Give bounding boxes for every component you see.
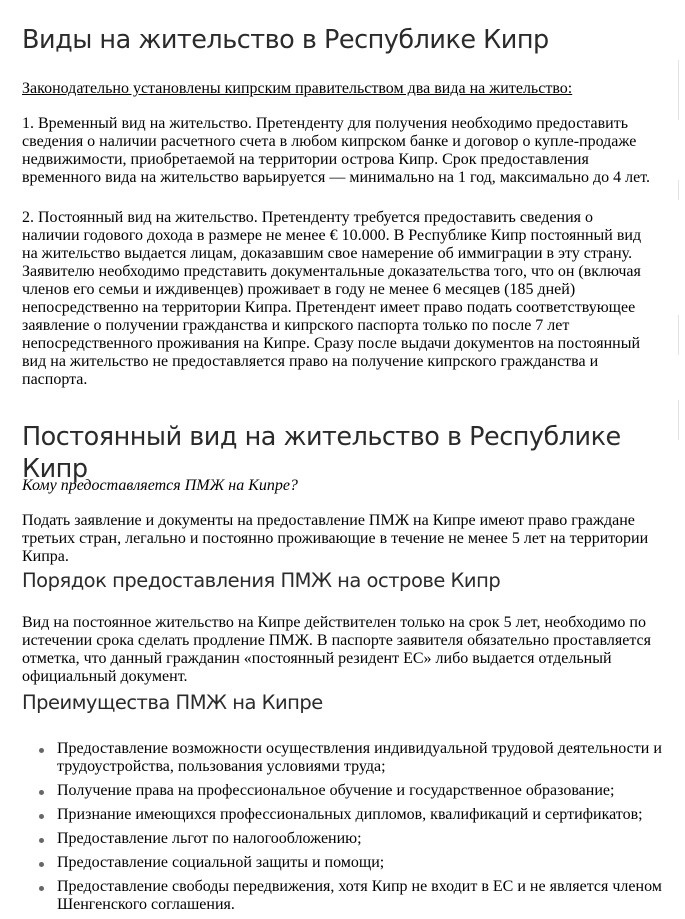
section1-intro: Законодательно установлены кипрским правительством два вида на жительство: — [22, 80, 573, 97]
list-item: Признание имеющихся профессиональных дипломов, квалификаций и сертификатов; — [22, 806, 662, 824]
section3-text: Вид на постоянное жительство на Кипре действителен только на срок 5 лет, необходимо по истечении срока сделать продление ПМЖ. В паспорте заявителя обязательно проставляется отметка, что данный гражданин «постоянный резидент ЕС» либо выдается отдельный официальный документ. — [22, 614, 651, 685]
section2-answer: Подать заявление и документы на предоставление ПМЖ на Кипре имеют право граждане третьих стран, легально и постоянно проживающие в течение не менее 5 лет на территории Кипра. — [22, 512, 649, 565]
section3-title: Порядок предоставления ПМЖ на острове Кипр — [22, 569, 501, 592]
list-item: Предоставление льгот по налогообложению; — [22, 830, 662, 848]
section1-paragraph-1: 1. Временный вид на жительство. Претенденту для получения необходимо предоставить сведения о наличии расчетного счета в любом кипрском банке и договор о купле-продаже недвижимости, приобретаемой на территории острова Кипр. Срок предоставления временного вида на жительство варьируется — минимально на 1 год, максимально до 4 лет. — [22, 115, 651, 186]
sidebar-divider — [678, 60, 685, 120]
list-item: Получение права на профессиональное обучение и государственное образование; — [22, 782, 662, 800]
section4-title: Преимущества ПМЖ на Кипре — [22, 691, 323, 714]
list-item: Предоставление возможности осуществления индивидуальной трудовой деятельности и трудоустройства, пользования условиями труда; — [22, 740, 662, 776]
sidebar-divider — [678, 180, 685, 200]
advantages-list — [22, 740, 662, 919]
section2-title: Постоянный вид на жительство в Республике Кипр — [22, 422, 621, 484]
section1-paragraph-2: 2. Постоянный вид на жительство. Претенденту требуется предоставить сведения о наличии годового дохода в размере не менее € 10.000. В Республике Кипр постоянный вид на жительство выдается лицам, доказавшим свое намерение об иммиграции в эту страну. Заявителю необходимо представить документальные доказательства того, что он (включая членов его семьи и иждивенцев) проживает в году не менее 6 месяцев (185 дней) непосредственно на территории Кипра. Претендент имеет право подать соответствующее заявление о получении гражданства и кипрского паспорта только по после 7 лет непосредственного проживания на Кипре. Сразу после выдачи документов на постоянный вид на жительство не предоставляется право на получение кипрского гражданства и паспорта. — [22, 209, 642, 388]
sidebar-divider — [678, 315, 685, 355]
section2-question: Кому предоставляется ПМЖ на Кипре? — [22, 477, 298, 494]
list-item: Предоставление социальной защиты и помощи; — [22, 854, 662, 872]
section1-title: Виды на жительство в Республике Кипр — [22, 25, 549, 55]
list-item: Предоставление свободы передвижения, хотя Кипр не входит в ЕС и не является членом Шенгенского соглашения. — [22, 878, 662, 914]
